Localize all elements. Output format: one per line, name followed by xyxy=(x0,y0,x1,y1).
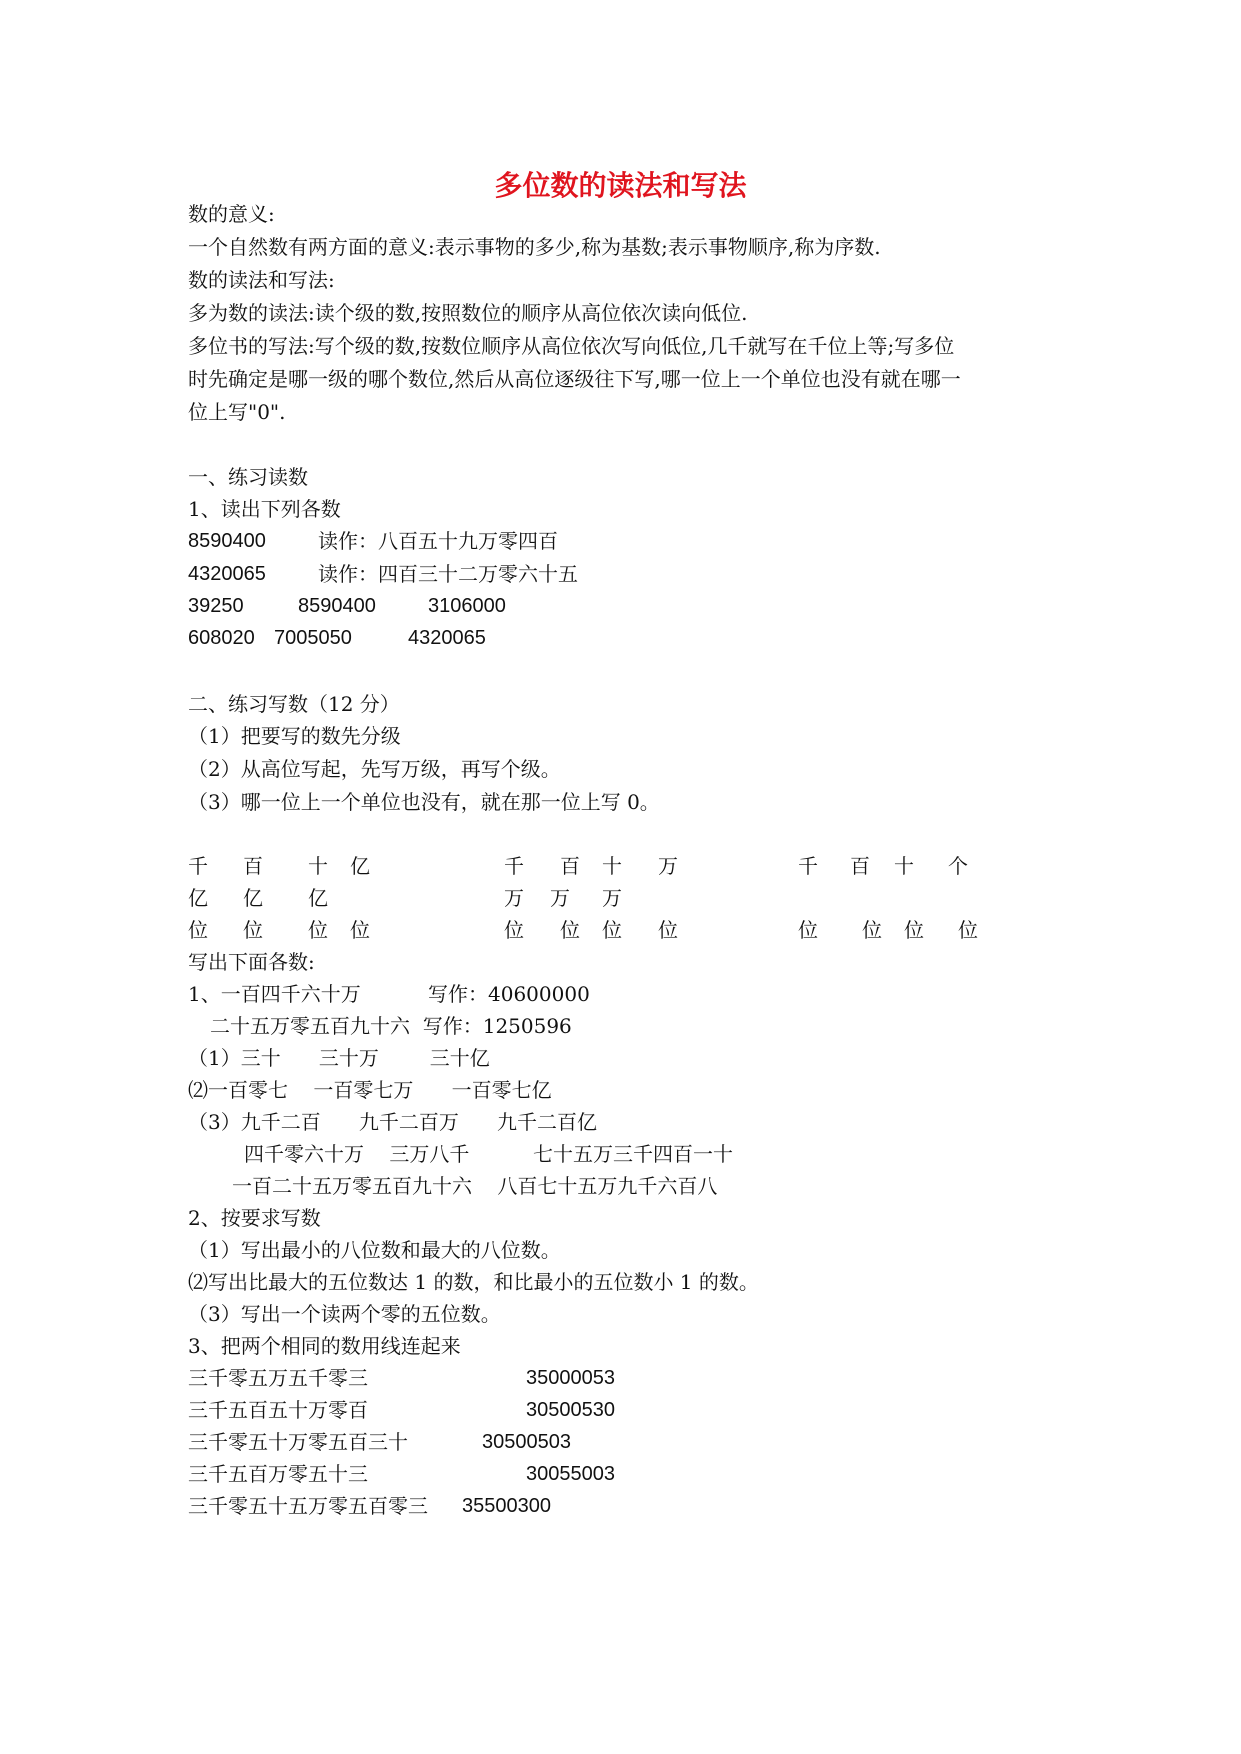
read-number: 3106000 xyxy=(428,595,506,617)
match-right-item: 35000053 xyxy=(526,1367,615,1389)
write-item: 一百二十五万零五百九十六 八百七十五万九千六百八 xyxy=(232,1174,718,1198)
example2-number: 4320065 xyxy=(188,563,266,585)
place-char: 万 xyxy=(550,886,570,910)
place-char: 千 xyxy=(504,854,524,878)
section1-title: 一、练习读数 xyxy=(188,465,308,489)
place-char: 万 xyxy=(504,886,524,910)
place-char: 万 xyxy=(658,854,678,878)
q2-item: ⑵写出比最大的五位数达 1 的数，和比最小的五位数小 1 的数。 xyxy=(188,1270,759,1294)
match-left-item: 三千五百万零五十三 xyxy=(188,1462,368,1486)
write-item: （1）三十 三十万 三十亿 xyxy=(188,1046,490,1070)
section2-step1: （1）把要写的数先分级 xyxy=(188,724,401,748)
example2-reading: 读作：四百三十二万零六十五 xyxy=(318,562,578,586)
read-number: 4320065 xyxy=(408,627,486,649)
example1-number: 8590400 xyxy=(188,530,266,552)
writing-rule-3: 位上写"0". xyxy=(188,400,286,424)
read-number: 39250 xyxy=(188,595,244,617)
match-left-item: 三千零五万五千零三 xyxy=(188,1366,368,1390)
match-right-item: 30055003 xyxy=(526,1463,615,1485)
write-title: 写出下面各数: xyxy=(188,950,315,974)
q2-title: 2、按要求写数 xyxy=(188,1206,321,1230)
place-char: 百 xyxy=(850,854,870,878)
place-char: 位 xyxy=(958,918,978,942)
match-right-item: 30500530 xyxy=(526,1399,615,1421)
place-char: 位 xyxy=(904,918,924,942)
meaning-heading: 数的意义: xyxy=(188,202,275,226)
write-item: ⑵一百零七 一百零七万 一百零七亿 xyxy=(188,1078,552,1102)
place-char: 亿 xyxy=(308,886,328,910)
place-char: 万 xyxy=(602,886,622,910)
section2-title: 二、练习写数（12 分） xyxy=(188,692,400,716)
write-answer: 写作：40600000 xyxy=(428,982,590,1006)
place-char: 位 xyxy=(798,918,818,942)
read-number: 608020 xyxy=(188,627,255,649)
match-left-item: 三千零五十五万零五百零三 xyxy=(188,1494,428,1518)
place-char: 亿 xyxy=(243,886,263,910)
q2-item: （3）写出一个读两个零的五位数。 xyxy=(188,1302,501,1326)
place-char: 十 xyxy=(308,854,328,878)
section1-q1: 1、读出下列各数 xyxy=(188,497,341,521)
place-char: 百 xyxy=(243,854,263,878)
place-char: 千 xyxy=(798,854,818,878)
write-item: （3）九千二百 九千二百万 九千二百亿 xyxy=(188,1110,598,1134)
place-char: 十 xyxy=(894,854,914,878)
match-left-item: 三千五百五十万零百 xyxy=(188,1398,368,1422)
place-char: 亿 xyxy=(188,886,208,910)
example1-reading: 读作：八百五十九万零四百 xyxy=(318,529,558,553)
place-char: 位 xyxy=(504,918,524,942)
section2-step3: （3）哪一位上一个单位也没有，就在那一位上写 0。 xyxy=(188,790,660,814)
meaning-text: 一个自然数有两方面的意义:表示事物的多少,称为基数;表示事物顺序,称为序数. xyxy=(188,235,881,259)
page-title: 多位数的读法和写法 xyxy=(494,169,747,202)
place-char: 位 xyxy=(350,918,370,942)
place-char: 千 xyxy=(188,854,208,878)
place-char: 百 xyxy=(560,854,580,878)
write-item: 1、一百四千六十万 xyxy=(188,982,361,1006)
read-number: 8590400 xyxy=(298,595,376,617)
write-item: 四千零六十万 三万八千 七十五万三千四百一十 xyxy=(244,1142,734,1166)
writing-rule-2: 时先确定是哪一级的哪个数位,然后从高位逐级往下写,哪一位上一个单位也没有就在哪一 xyxy=(188,367,961,391)
place-char: 十 xyxy=(602,854,622,878)
q3-title: 3、把两个相同的数用线连起来 xyxy=(188,1334,461,1358)
section2-step2: （2）从高位写起，先写万级，再写个级。 xyxy=(188,757,561,781)
match-right-item: 30500503 xyxy=(482,1431,571,1453)
place-char: 位 xyxy=(602,918,622,942)
writing-rule-1: 多位书的写法:写个级的数,按数位顺序从高位依次写向低位,几千就写在千位上等;写多位 xyxy=(188,334,955,358)
place-char: 位 xyxy=(188,918,208,942)
match-right-item: 35500300 xyxy=(462,1495,551,1517)
place-char: 亿 xyxy=(350,854,370,878)
match-left-item: 三千零五十万零五百三十 xyxy=(188,1430,408,1454)
place-char: 位 xyxy=(560,918,580,942)
q2-item: （1）写出最小的八位数和最大的八位数。 xyxy=(188,1238,561,1262)
place-char: 位 xyxy=(658,918,678,942)
read-number: 7005050 xyxy=(274,627,352,649)
reading-rule: 多为数的读法:读个级的数,按照数位的顺序从高位依次读向低位. xyxy=(188,301,748,325)
place-char: 位 xyxy=(308,918,328,942)
place-char: 位 xyxy=(862,918,882,942)
write-item: 二十五万零五百九十六 写作：1250596 xyxy=(210,1014,572,1038)
place-char: 位 xyxy=(243,918,263,942)
place-char: 个 xyxy=(948,854,968,878)
read-write-heading: 数的读法和写法: xyxy=(188,268,335,292)
